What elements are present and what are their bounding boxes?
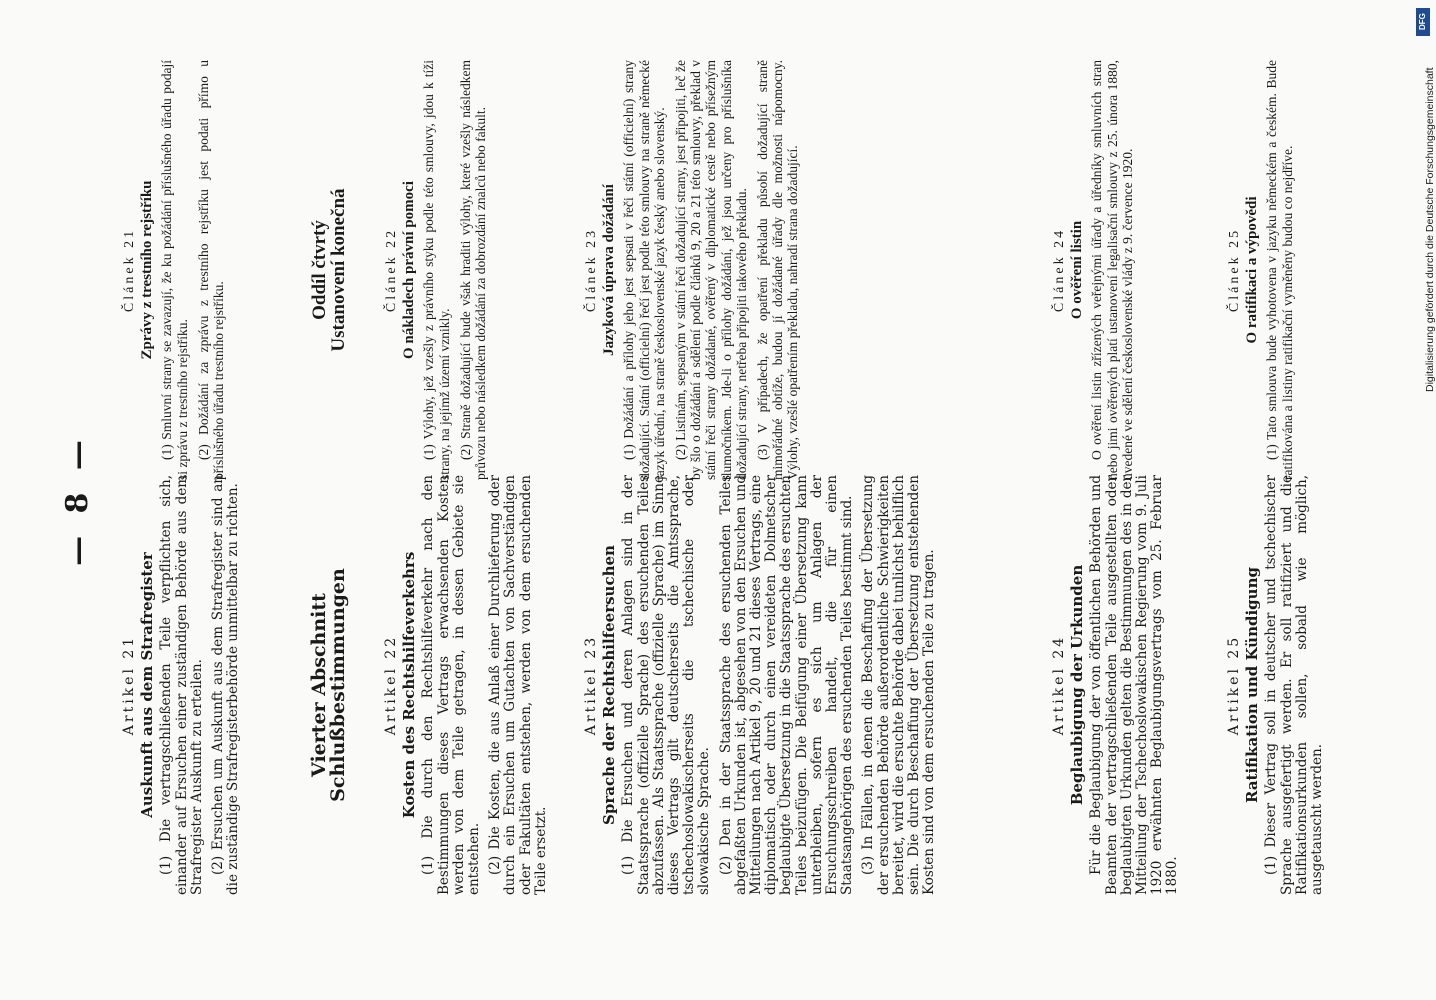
article-label: Článek 23 [584, 227, 599, 313]
de-article-25 [1227, 475, 1331, 895]
article-title: Zprávy z trestního rejstříku [139, 180, 156, 360]
digitization-note: Digitalisierung gefördert durch die Deutsche Forschungsgemeinschaft [1424, 67, 1436, 392]
article-title: O ověření listin [1069, 220, 1086, 320]
paragraph: (1) Dieser Vertrag soll in deutscher und tschechischer Sprache ausgefertigt werden. Er soll ratifiziert und die Ratifikationsurkunden sollen, sobald wie möglich, ausgetauscht werden. [1263, 475, 1326, 895]
article-label: Artikel 23 [583, 634, 599, 736]
de-article-21 [122, 475, 247, 895]
article-title: O ratifikaci a výpovědi [1244, 196, 1261, 344]
article-title: Beglaubigung der Urkunden [1068, 564, 1087, 806]
paragraph: (1) Dožádání a přílohy jeho jest sepsati v řeči státní (officielní) strany dožadující. Státní (officielní) řečí jest podle této smlouvy na straně německé jazyk úřední, na straně československé jazyk český anebo slovenský. [621, 60, 667, 480]
de-article-24 [1052, 475, 1187, 895]
de-section-heading [308, 475, 350, 895]
paragraph: (1) Tato smlouva bude vyhotovena v jazyku německém a českém. Bude ratifikována a listiny ratifikační vyměněny budou co nejdříve. [1264, 60, 1295, 480]
cz-article-23 [584, 60, 807, 480]
digitization-sidebar [1408, 0, 1434, 1000]
cz-article-25 [1227, 60, 1301, 480]
page-number: — 8 — [60, 434, 95, 566]
section-subtitle: Schlußbestimmungen [327, 568, 350, 802]
section-title: Oddíl čtvrtý [309, 220, 330, 320]
article-title: Auskunft aus dem Strafregister [138, 552, 157, 818]
article-label: Artikel 22 [383, 634, 399, 736]
de-article-23 [584, 475, 943, 895]
article-label: Artikel 21 [121, 634, 137, 736]
article-label: Článek 24 [1052, 227, 1067, 313]
article-title: Ratifikation und Kündigung [1243, 567, 1262, 803]
section-title: Vierter Abschnitt [308, 593, 330, 777]
paragraph: (1) Výlohy, jež vzešly z právního styku podle této smlouvy, jdou k tíži strany, na jejímž území vznikly. [421, 60, 452, 480]
paragraph: (2) Ersuchen um Auskunft aus dem Strafregister sind an die zuständige Strafregisterbehörde unmittelbar zu richten. [210, 475, 242, 895]
dfg-logo-icon: DFG [1416, 8, 1430, 36]
paragraph: (1) Die durch den Rechtshilfeverkehr nach den Bestimmungen dieses Vertrags erwachsenden Kosten werden von dem Teile getragen, in dessen Gebiete sie entstehen. [420, 475, 483, 895]
paragraph: (1) Die Ersuchen und deren Anlagen sind in der Staatssprache (offizielle Sprache) des ersuchenden Teiles abzufassen. Als Staatssprache (offizielle Sprache) im Sinne dieses Vertrags gilt deutscherseits die Amtssprache, tschechoslowakischerseits die tschechische oder slowakische Sprache. [620, 475, 713, 895]
paragraph: (2) Listinám, sepsaným v státní řeči dožadující strany, jest připojiti, leč že by šlo o dožádání a sdělení podle článků 9, 20 a 21 této smlouvy, překlad v státní řeči strany dožádané, ověřený v diplomatické cestě nebo přísežným tlumočníkem. Jde-li o přílohy dožádání, jež jsou určeny pro příslušníka dožadující strany, netřeba připojiti takového překladu. [673, 60, 749, 480]
article-title: Sprache der Rechtshilfeersuchen [600, 545, 619, 825]
paragraph: (3) V případech, že opatření překladu působí dožadující straně mimořádné obtíže, budou jí dožádané úřady dle možnosti nápomocny. Výlohy, vzešlé opatřením překladu, nahradí strana dožadující. [755, 60, 801, 480]
paragraph: (1) Die vertragschließenden Teile verpflichten sich, einander auf Ersuchen einer zuständigen Behörde aus dem Strafregister Auskunft zu erteilen. [158, 475, 205, 895]
article-label: Artikel 24 [1051, 634, 1067, 736]
paragraph: (2) Dožádání za zprávu z trestního rejstříku jest podati přímo u příslušného úřadu trestního rejstříku. [195, 60, 227, 480]
article-label: Článek 21 [122, 227, 137, 313]
article-label: Artikel 25 [1226, 634, 1242, 736]
article-label: Článek 22 [384, 227, 399, 313]
cz-article-21 [122, 60, 232, 480]
cz-section-heading [309, 60, 350, 480]
article-title: Jazyková úprava dožádání [601, 184, 618, 356]
paragraph: (1) Smluvní strany se zavazují, že ku požádání příslušného úřadu podají si zprávu z trestního rejstříku. [159, 60, 190, 480]
cz-article-22 [384, 60, 494, 480]
paragraph: (2) Die Kosten, die aus Anlaß einer Durchlieferung oder durch ein Ersuchen um Gutachten von Sachverständigen oder Fakultäten entstehen, werden von dem ersuchenden Teile ersetzt. [487, 475, 549, 895]
paragraph: Für die Beglaubigung der von öffentlichen Behörden und Beamten der vertragschließenden Teile ausgestellten oder beglaubigten Urkunden gelten die Bestimmungen des in der Mitteilung der Tschechoslowakischen Regierung vom 9. Juli 1920 erwähnten Beglaubigungsvertrags vom 25. Februar 1880. [1088, 475, 1181, 895]
paragraph: (2) Straně dožadující bude však hraditi výlohy, které vzešly následkem průvozu nebo následkem dožádání za dobrozdání znalců nebo fakult. [457, 60, 489, 480]
article-title: Kosten des Rechtshilfeverkehrs [400, 551, 419, 819]
cz-article-24 [1052, 60, 1141, 480]
paragraph: (3) In Fällen, in denen die Beschaffung der Übersetzung der ersuchenden Behörde außerordentliche Schwierigkeiten bereitet, wird die ersuchte Behörde dabei tunlichst behilflich sein. Die durch Beschaffung der Übersetzung entstehenden Kosten sind von dem ersuchenden Teile zu tragen. [860, 475, 938, 895]
article-title: O nákladech právní pomoci [401, 181, 418, 359]
article-label: Článek 25 [1227, 227, 1242, 313]
de-article-22 [384, 475, 555, 895]
section-subtitle: Ustanovení konečná [328, 188, 350, 352]
paragraph: (2) Den in der Staatssprache des ersuchenden Teiles abgefaßten Urkunden ist, abgesehen von den Ersuchen und Mitteilungen nach Artikel 9, 20 und 21 dieses Vertrags, eine diplomatisch oder durch einen vereideten Dolmetscher beglaubigte Übersetzung in die Staatssprache des ersuchten Teiles beizufügen. Die Beifügung einer Übersetzung kann unterbleiben, sofern es sich um Anlagen der Ersuchungsschreiben handelt, die für einen Staatsangehörigen des ersuchenden Teiles bestimmt sind. [717, 475, 856, 895]
paragraph: O ověření listin zřízených veřejnými úřady a úředníky smluvních stran nebo jimi ověřených platí ustanovení legalisační smlouvy z 25. února 1880, uvedené ve sdělení československé vlády z 9. července 1920. [1089, 60, 1135, 480]
